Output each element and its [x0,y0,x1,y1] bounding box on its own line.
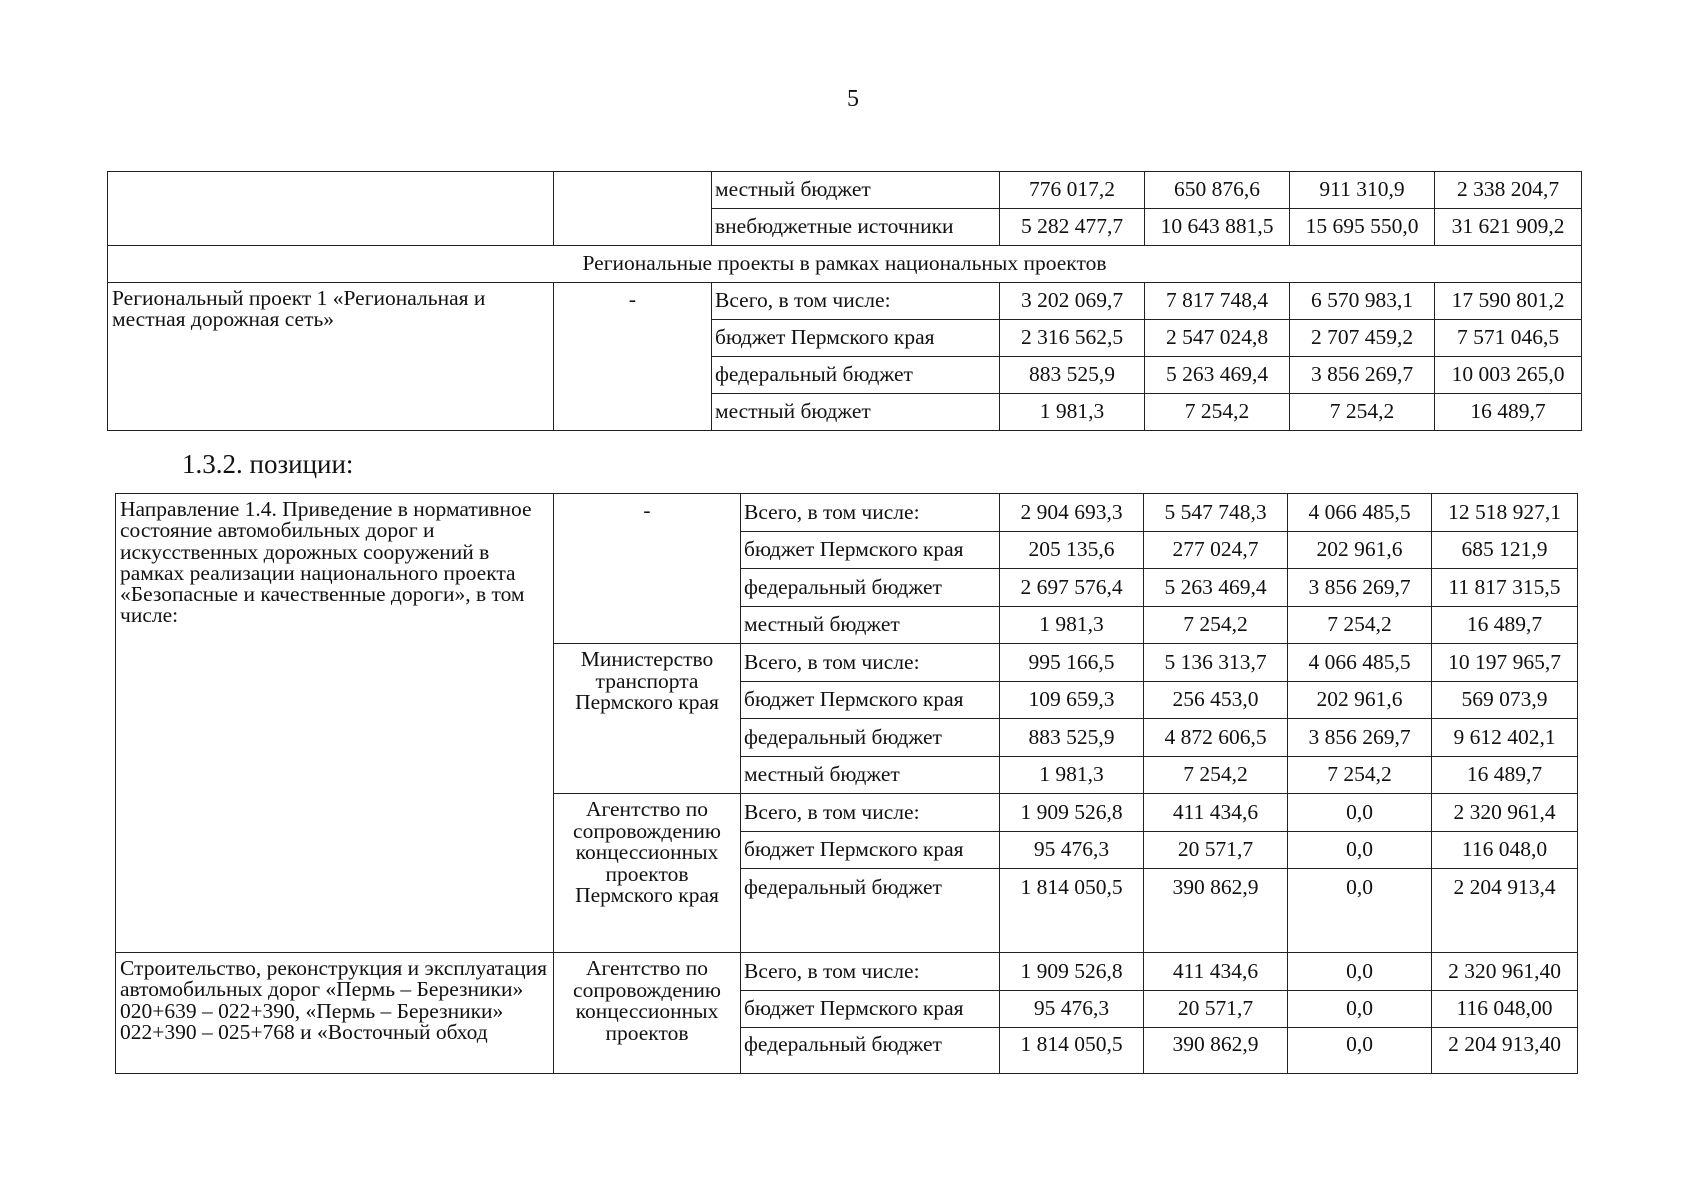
value-cell: 776 017,2 [1000,172,1145,209]
value-cell: 7 254,2 [1288,756,1432,794]
value-cell: 0,0 [1288,831,1432,869]
executor-cell: - [554,494,741,644]
direction-name: Направление 1.4. Приведение в нормативное состояние автомобильных дорог и искусственных дорожных сооружений в рамках реализации национального проекта «Безопасные и качественные дороги», в том числе: [116,494,554,953]
row-label: Всего, в том числе: [741,953,1000,991]
value-cell: 12 518 927,1 [1432,494,1578,532]
empty-cell [108,172,554,246]
construction-name: Строительство, реконструкция и эксплуатация автомобильных дорог «Пермь – Березники» 020+639 – 022+390, «Пермь – Березники» 022+390 – 025+768 и «Восточный обход [116,953,554,1074]
value-cell: 1 909 526,8 [1000,794,1144,832]
value-cell: 7 571 046,5 [1435,320,1582,357]
value-cell: 3 856 269,7 [1290,357,1435,394]
value-cell: 9 612 402,1 [1432,719,1578,757]
value-cell: 17 590 801,2 [1435,283,1582,320]
section-header: Региональные проекты в рамках национальных проектов [108,246,1582,283]
value-cell: 883 525,9 [1000,357,1145,394]
value-cell: 569 073,9 [1432,681,1578,719]
value-cell: 0,0 [1288,953,1432,991]
value-cell: 95 476,3 [1000,831,1144,869]
table-row [116,953,1578,991]
value-cell: 1 814 050,5 [1000,869,1144,953]
row-label: бюджет Пермского края [741,831,1000,869]
row-label: бюджет Пермского края [712,320,1000,357]
value-cell: 4 066 485,5 [1288,644,1432,682]
value-cell: 16 489,7 [1435,394,1582,431]
row-label: федеральный бюджет [741,719,1000,757]
page-number: 5 [847,86,859,112]
value-cell: 2 707 459,2 [1290,320,1435,357]
row-label: федеральный бюджет [712,357,1000,394]
executor-cell: Агентство по сопровождению концессионных проектов [554,953,741,1074]
row-label: Всего, в том числе: [712,283,1000,320]
row-label: местный бюджет [712,394,1000,431]
funding-table-continued [107,171,1582,431]
value-cell: 16 489,7 [1432,756,1578,794]
value-cell: 2 316 562,5 [1000,320,1145,357]
project-name: Региональный проект 1 «Региональная и местная дорожная сеть» [108,283,554,431]
value-cell: 5 263 469,4 [1144,569,1288,607]
row-label: Всего, в том числе: [741,494,1000,532]
value-cell: 883 525,9 [1000,719,1144,757]
table-row [108,283,1582,320]
section-header-row [108,246,1582,283]
value-cell: 411 434,6 [1144,953,1288,991]
value-cell: 1 981,3 [1000,756,1144,794]
value-cell: 205 135,6 [1000,531,1144,569]
row-label: бюджет Пермского края [741,531,1000,569]
value-cell: 16 489,7 [1432,606,1578,644]
value-cell: 5 547 748,3 [1144,494,1288,532]
value-cell: 7 254,2 [1290,394,1435,431]
value-cell: 2 204 913,40 [1432,1028,1578,1074]
value-cell: 1 814 050,5 [1000,1028,1144,1074]
row-label: местный бюджет [741,606,1000,644]
value-cell: 10 003 265,0 [1435,357,1582,394]
executor-cell: Министерство транспорта Пермского края [554,644,741,794]
value-cell: 10 197 965,7 [1432,644,1578,682]
value-cell: 1 981,3 [1000,394,1145,431]
value-cell: 20 571,7 [1144,990,1288,1028]
row-label: внебюджетные источники [712,209,1000,246]
row-label: Всего, в том числе: [741,644,1000,682]
value-cell: 7 254,2 [1145,394,1290,431]
positions-table [115,493,1578,1074]
value-cell: 109 659,3 [1000,681,1144,719]
value-cell: 2 697 576,4 [1000,569,1144,607]
value-cell: 5 263 469,4 [1145,357,1290,394]
value-cell: 4 066 485,5 [1288,494,1432,532]
value-cell: 2 320 961,40 [1432,953,1578,991]
value-cell: 3 202 069,7 [1000,283,1145,320]
value-cell: 390 862,9 [1144,869,1288,953]
value-cell: 277 024,7 [1144,531,1288,569]
value-cell: 390 862,9 [1144,1028,1288,1074]
value-cell: 0,0 [1288,869,1432,953]
value-cell: 650 876,6 [1145,172,1290,209]
table-row [108,172,1582,209]
value-cell: 0,0 [1288,794,1432,832]
value-cell: 202 961,6 [1288,531,1432,569]
value-cell: 7 254,2 [1144,756,1288,794]
value-cell: 11 817 315,5 [1432,569,1578,607]
section-title: 1.3.2. позиции: [182,449,354,479]
value-cell: 20 571,7 [1144,831,1288,869]
value-cell: 3 856 269,7 [1288,569,1432,607]
value-cell: 0,0 [1288,990,1432,1028]
row-label: бюджет Пермского края [741,990,1000,1028]
value-cell: 116 048,00 [1432,990,1578,1028]
row-label: местный бюджет [741,756,1000,794]
value-cell: 995 166,5 [1000,644,1144,682]
executor-cell: Агентство по сопровождению концессионных проектов Пермского края [554,794,741,953]
value-cell: 2 320 961,4 [1432,794,1578,832]
value-cell: 2 547 024,8 [1145,320,1290,357]
value-cell: 256 453,0 [1144,681,1288,719]
row-label: местный бюджет [712,172,1000,209]
value-cell: 911 310,9 [1290,172,1435,209]
row-label: Всего, в том числе: [741,794,1000,832]
value-cell: 7 254,2 [1144,606,1288,644]
row-label: федеральный бюджет [741,1028,1000,1074]
value-cell: 2 204 913,4 [1432,869,1578,953]
row-label: бюджет Пермского края [741,681,1000,719]
value-cell: 7 254,2 [1288,606,1432,644]
value-cell: 7 817 748,4 [1145,283,1290,320]
value-cell: 116 048,0 [1432,831,1578,869]
value-cell: 1 981,3 [1000,606,1144,644]
table-row [116,494,1578,532]
row-label: федеральный бюджет [741,569,1000,607]
value-cell: 685 121,9 [1432,531,1578,569]
value-cell: 5 136 313,7 [1144,644,1288,682]
value-cell: 0,0 [1288,1028,1432,1074]
value-cell: 202 961,6 [1288,681,1432,719]
value-cell: 2 904 693,3 [1000,494,1144,532]
value-cell: 5 282 477,7 [1000,209,1145,246]
value-cell: 10 643 881,5 [1145,209,1290,246]
executor-cell: - [554,283,712,431]
value-cell: 15 695 550,0 [1290,209,1435,246]
empty-cell [554,172,712,246]
value-cell: 4 872 606,5 [1144,719,1288,757]
row-label: федеральный бюджет [741,869,1000,953]
value-cell: 1 909 526,8 [1000,953,1144,991]
value-cell: 31 621 909,2 [1435,209,1582,246]
value-cell: 95 476,3 [1000,990,1144,1028]
value-cell: 3 856 269,7 [1288,719,1432,757]
value-cell: 2 338 204,7 [1435,172,1582,209]
value-cell: 411 434,6 [1144,794,1288,832]
value-cell: 6 570 983,1 [1290,283,1435,320]
